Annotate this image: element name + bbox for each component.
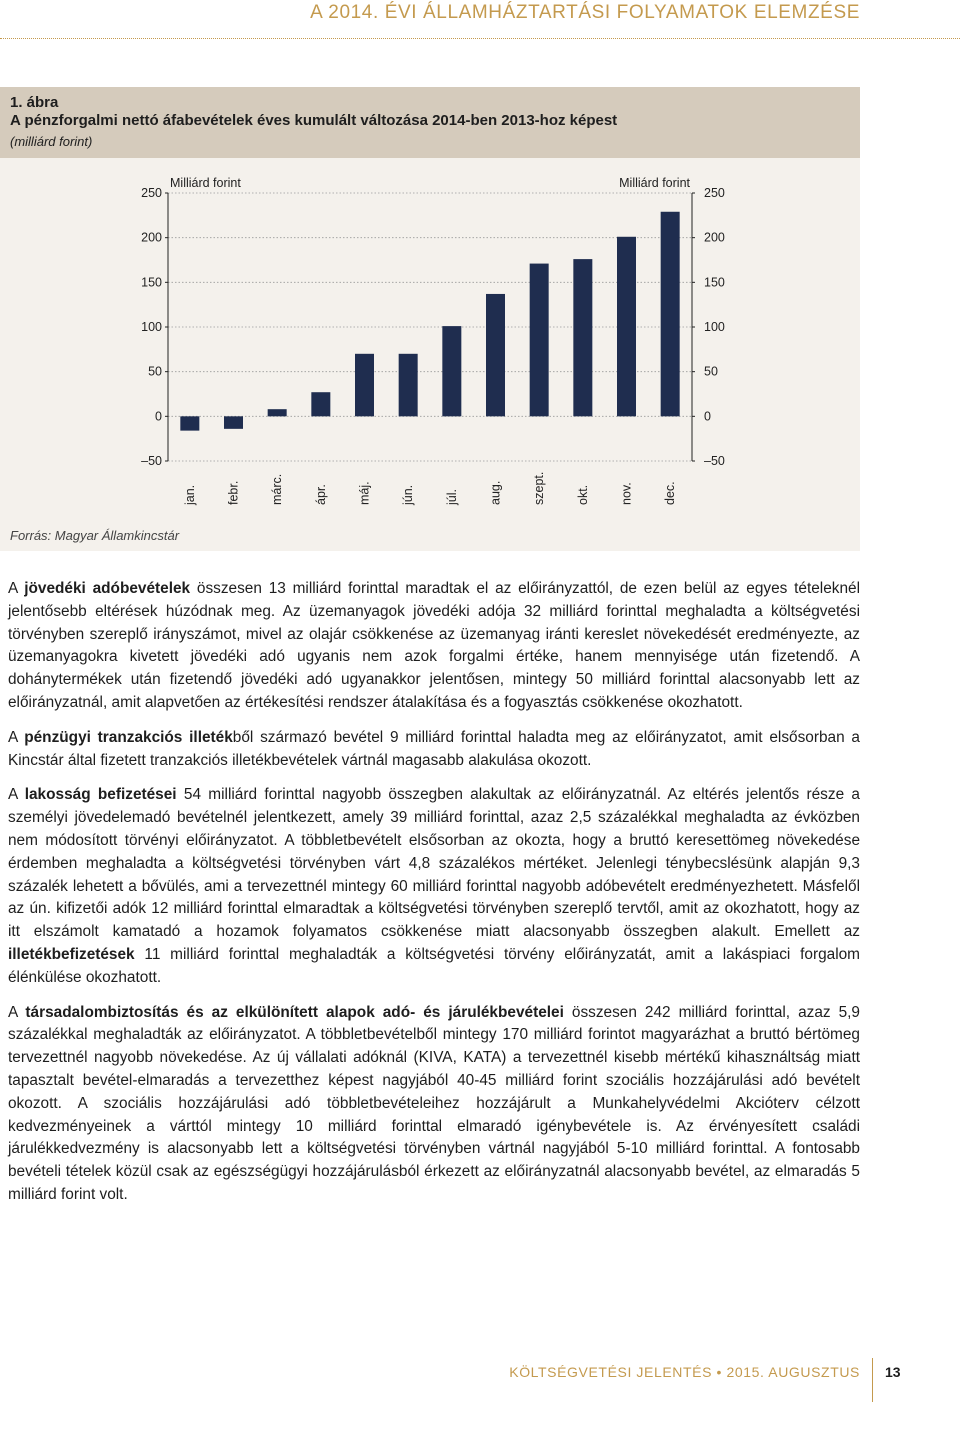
figure-source: Forrás: Magyar Államkincstár: [10, 528, 180, 543]
y-tick-label-right: 200: [704, 230, 725, 245]
text-run: 54 milliárd forinttal nagyobb összegben alakultak az előirányzatnál. Az eltérés jelentős része a személyi jövedelemadó bevételnél jelentkezett, amely 39 milliárd forinttal, azaz 2,5 százalékkal meghaladta az évközben nem módosított törvényi előirányzatot. A többletbevételt elsősorban az okozta, hogy a bruttó keresettömeg növekedése érdemben meghaladta a költségvetési törvényben várt 4,8 százalékos mértéket. Jelenlegi ténybecslésünk alapján 9,3 százalék lehetett a bővülés, ami a tervezettnél mintegy 60 milliárd forinttal nagyobb adóbevételt eredményezhetett. Másfelől az ún. kifizetői adók 12 milliárd forinttal elmaradtak a költségvetési törvényben szereplő tervtől, amit az okozhatott, hogy az itt elszámolt kamatadó a hozamok folyamatos csökkenése miatt alacsonyabb összegben alakult. Emellett az: [8, 786, 860, 941]
x-tick-label: júl.: [444, 489, 459, 505]
bar: [486, 294, 505, 416]
bar: [661, 212, 680, 417]
paragraph-transaction-tax: [8, 727, 860, 773]
y-tick-label-left: 250: [141, 186, 162, 200]
text-bold: társadalombiztosítás és az elkülönített alapok adó- és járulékbevételei: [25, 1003, 564, 1021]
figure-number: 1. ábra: [10, 94, 59, 111]
paragraph-household: [8, 784, 860, 989]
x-tick-label: szept.: [532, 471, 547, 505]
y-tick-label-left: 200: [141, 230, 162, 245]
text-run: összesen 13 milliárd forinttal maradtak el az előirányzattól, de ezen belül az egyes tételeknél jelentősebb eltérések húzódnak meg. Az üzemanyagok jövedéki adója 32 milliárd forinttal meghaladta a költségvetési törvényben szereplő irányszámot, mivel az olajár csökkenése az üzemanyag iránti kereslet növekedését eredményezte, az üzemanyagokra kivetett jövedéki adó ugyanis nem azok forgalmi értéke, hanem mennyisége után fizetendő. A dohánytermékek után fizetendő jövedéki adó ugyanakkor jelentősen, mintegy 50 milliárd forinttal alacsonyabb lett az előirányzatnál, amit alapvetően az értékesítési rendszer átalakítása és a fogyasztás csökkenése okozhatott.: [8, 580, 860, 711]
paragraph-excise: [8, 578, 860, 715]
bar: [617, 237, 636, 417]
text-run: A: [8, 728, 25, 746]
y-tick-label-right: 150: [704, 275, 725, 290]
x-tick-label: nov.: [619, 482, 634, 505]
y-tick-label-right: 50: [704, 364, 718, 379]
y-axis-label-left: Milliárd forint: [170, 176, 241, 190]
bar: [399, 354, 418, 417]
paragraph-social-security: [8, 1002, 860, 1207]
y-axis-label-right: Milliárd forint: [619, 176, 690, 190]
y-tick-label-left: 100: [141, 320, 162, 334]
figure-unit: (milliárd forint): [10, 134, 93, 149]
text-bold: pénzügyi tranzakciós illeték: [24, 728, 233, 746]
y-tick-label-right: 250: [704, 186, 725, 200]
x-tick-label: okt.: [575, 484, 590, 505]
x-tick-label: dec.: [663, 481, 678, 505]
text-bold: illetékbefizetések: [8, 945, 135, 963]
bar: [573, 259, 592, 416]
y-tick-label-right: 100: [704, 320, 725, 334]
bar: [530, 264, 549, 417]
bar: [180, 416, 199, 430]
x-tick-label: aug.: [488, 480, 503, 505]
y-tick-label-right: –50: [704, 454, 725, 468]
bar: [224, 416, 243, 429]
x-tick-label: ápr.: [313, 484, 328, 505]
text-run: A: [8, 786, 25, 804]
y-tick-label-left: 50: [148, 364, 162, 379]
x-tick-label: febr.: [226, 480, 241, 505]
y-tick-label-right: 0: [704, 409, 711, 424]
x-tick-label: márc.: [270, 473, 285, 505]
page-number: 13: [885, 1364, 901, 1380]
running-header-title: A 2014. ÉVI ÁLLAMHÁZTARTÁSI FOLYAMATOK ELEMZÉSE: [310, 2, 860, 23]
bar-chart: [0, 87, 860, 527]
y-tick-label-left: 0: [155, 409, 162, 424]
header-divider: [0, 38, 960, 39]
body-text: [8, 578, 860, 1219]
bar: [268, 409, 287, 416]
text-run: ből származó bevétel 9 milliárd forinttal haladta meg az előirányzatot, amit elsősorban a Kincstár által fizetett tranzakciós illetékbevételek vártnál magasabb alakulása okozott.: [8, 728, 860, 769]
bar: [311, 392, 330, 416]
text-bold: jövedéki adóbevételek: [24, 580, 191, 597]
footer-label: KÖLTSÉGVETÉSI JELENTÉS • 2015. AUGUSZTUS: [509, 1364, 860, 1380]
y-tick-label-left: 150: [141, 275, 162, 290]
x-tick-label: jan.: [182, 484, 197, 505]
figure-panel: [0, 87, 860, 551]
bar: [355, 354, 374, 417]
y-tick-label-left: –50: [141, 454, 162, 468]
text-run: 11 milliárd forinttal meghaladták a költségvetési törvény előirányzatát, amit a lakáspiaci forgalom élénkülése okozhatott.: [8, 945, 860, 986]
bar: [442, 326, 461, 416]
footer-divider: [872, 1358, 873, 1402]
text-run: összesen 242 milliárd forinttal, azaz 5,9 százalékkal meghaladták az előirányzatot. A többletbevételből mintegy 170 milliárd forintot magyarázhat a bruttó bértömeg tervezettnél nagyobb növekedése. Az új vállalati adóknál (KIVA, KATA) a tervezettnél kisebb mértékű kihasználtság miatt tapasztalt bevétel-elmaradás a tervezetthez képest nagyjából 40-45 milliárd forint szociális hozzájárulási adó bevételt okozott. A szociális hozzájárulási adó többletbevételeihez hozzájárult a Munkahelyvédelmi Akcióterv célzott kedvezményeinek a várttól mintegy 10 milliárd forinttal elmaradó igénybevétele is. Az érvényesített családi járulékkedvezmény is alacsonyabb lett a költségvetési törvényben vártnál nagyjából 5-10 milliárd forinttal. A fontosabb bevételi tételek közül csak az egészségügyi hozzájárulásból érkezett az előirányzatnál alacsonyabb bevétel, az elmaradás 5 milliárd forint volt.: [8, 1003, 860, 1203]
text-bold: lakosság befizetései: [24, 786, 177, 804]
text-run: A: [8, 580, 25, 597]
x-tick-label: jún.: [401, 484, 416, 505]
text-run: A: [8, 1003, 26, 1021]
figure-title: A pénzforgalmi nettó áfabevételek éves kumulált változása 2014-ben 2013-hoz képest: [10, 112, 618, 129]
x-tick-label: máj.: [357, 481, 372, 505]
